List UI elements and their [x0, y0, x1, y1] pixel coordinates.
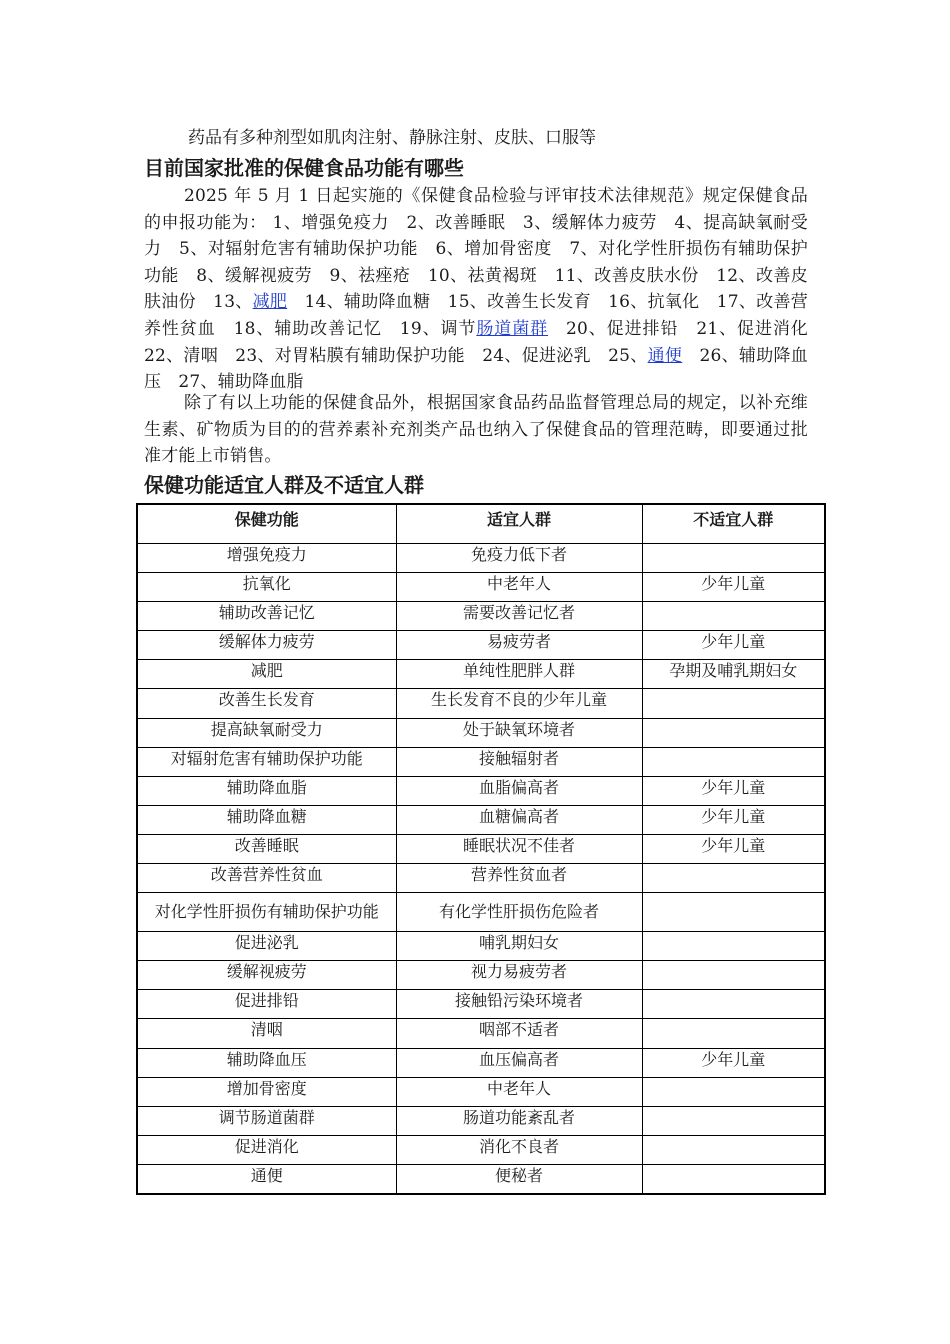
cell-suitable: 需要改善记忆者	[396, 602, 642, 631]
cell-unsuitable: 少年儿童	[642, 805, 825, 834]
cell-function: 改善营养性贫血	[137, 864, 396, 893]
cell-function: 促进消化	[137, 1135, 396, 1164]
cell-unsuitable	[642, 718, 825, 747]
cell-function: 缓解体力疲劳	[137, 631, 396, 660]
cell-suitable: 接触铅污染环境者	[396, 990, 642, 1019]
cell-function: 辅助降血压	[137, 1048, 396, 1077]
table-row	[137, 864, 825, 893]
table-row	[137, 1077, 825, 1106]
functions-text-3: 20、促进排铅 21、促进消化 22、清咽 23、对胃粘膜有辅助保护功能 24、促进泌乳 25、	[144, 318, 826, 366]
cell-unsuitable: 少年儿童	[642, 631, 825, 660]
cell-unsuitable	[642, 747, 825, 776]
cell-function: 辅助改善记忆	[137, 602, 396, 631]
cell-suitable: 处于缺氧环境者	[396, 718, 642, 747]
intro-text: 药品有多种剂型如肌肉注射、静脉注射、皮肤、口服等	[188, 128, 596, 148]
cell-suitable: 单纯性肥胖人群	[396, 660, 642, 689]
table-row	[137, 1019, 825, 1048]
table-row	[137, 932, 825, 961]
table-row	[137, 689, 825, 718]
cell-unsuitable	[642, 1106, 825, 1135]
table-row	[137, 1048, 825, 1077]
cell-function: 通便	[137, 1164, 396, 1194]
table-row	[137, 573, 825, 602]
functions-paragraph	[144, 183, 826, 396]
cell-unsuitable: 少年儿童	[642, 776, 825, 805]
functions-text-2: 14、辅助降血糖 15、改善生长发育 16、抗氧化 17、改善营养性贫血 18、辅助改善记忆 19、调节	[144, 292, 808, 339]
cell-function: 增加骨密度	[137, 1077, 396, 1106]
table-body	[137, 544, 825, 1194]
table-row	[137, 1135, 825, 1164]
header-unsuitable: 不适宜人群	[642, 504, 825, 544]
heading-approved-functions: 目前国家批准的保健食品功能有哪些	[144, 156, 464, 180]
nutrients-paragraph: 除了有以上功能的保健食品外，根据国家食品药品监督管理总局的规定，以补充维生素、矿物质为目的的营养素补充剂类产品也纳入了保健食品的管理范畴，即要通过批准才能上市销售。	[144, 393, 808, 467]
link-laxative[interactable]: 通便	[647, 345, 683, 366]
table-row	[137, 718, 825, 747]
functions-text-4: 26、辅助降血压 27、辅助降血脂	[144, 345, 808, 393]
cell-suitable: 易疲劳者	[396, 631, 642, 660]
cell-function: 促进排铅	[137, 990, 396, 1019]
health-function-table	[136, 503, 826, 1195]
cell-unsuitable	[642, 893, 825, 932]
cell-suitable: 咽部不适者	[396, 1019, 642, 1048]
table-row	[137, 893, 825, 932]
cell-function: 对辐射危害有辅助保护功能	[137, 747, 396, 776]
cell-unsuitable: 少年儿童	[642, 573, 825, 602]
header-function: 保健功能	[137, 504, 396, 544]
cell-function: 促进泌乳	[137, 932, 396, 961]
link-intestinal-flora[interactable]: 肠道菌群	[476, 318, 549, 339]
table-row	[137, 776, 825, 805]
cell-function: 提高缺氧耐受力	[137, 718, 396, 747]
cell-suitable: 接触辐射者	[396, 747, 642, 776]
cell-function: 调节肠道菌群	[137, 1106, 396, 1135]
cell-suitable: 血压偏高者	[396, 1048, 642, 1077]
cell-function: 对化学性肝损伤有辅助保护功能	[137, 893, 396, 932]
cell-function: 增强免疫力	[137, 544, 396, 573]
cell-unsuitable: 少年儿童	[642, 1048, 825, 1077]
table-row	[137, 544, 825, 573]
cell-function: 辅助降血糖	[137, 805, 396, 834]
heading-suitable-groups: 保健功能适宜人群及不适宜人群	[144, 473, 424, 497]
cell-suitable: 哺乳期妇女	[396, 932, 642, 961]
cell-function: 辅助降血脂	[137, 776, 396, 805]
table-row	[137, 602, 825, 631]
cell-suitable: 便秘者	[396, 1164, 642, 1194]
cell-unsuitable	[642, 544, 825, 573]
table-row	[137, 1106, 825, 1135]
table-row	[137, 961, 825, 990]
cell-suitable: 肠道功能紊乱者	[396, 1106, 642, 1135]
cell-unsuitable	[642, 864, 825, 893]
cell-unsuitable	[642, 689, 825, 718]
cell-function: 缓解视疲劳	[137, 961, 396, 990]
cell-function: 改善睡眠	[137, 834, 396, 863]
cell-suitable: 免疫力低下者	[396, 544, 642, 573]
cell-unsuitable	[642, 602, 825, 631]
cell-function: 减肥	[137, 660, 396, 689]
cell-unsuitable	[642, 1164, 825, 1194]
cell-unsuitable: 少年儿童	[642, 834, 825, 863]
cell-suitable: 营养性贫血者	[396, 864, 642, 893]
cell-suitable: 视力易疲劳者	[396, 961, 642, 990]
cell-unsuitable	[642, 1135, 825, 1164]
header-suitable: 适宜人群	[396, 504, 642, 544]
cell-suitable: 血糖偏高者	[396, 805, 642, 834]
cell-function: 改善生长发育	[137, 689, 396, 718]
functions-text-1: 2025 年 5 月 1 日起实施的《保健食品检验与评审技术法律规范》规定保健食品的申报功能为： 1、增强免疫力 2、改善睡眠 3、缓解体力疲劳 4、提高缺氧耐受力 5、对辐射危害有辅助保护功能 6、增加骨密度 7、对化学性肝损伤有辅助保护功能 8、缓解视疲劳 9、祛痤疮 10、祛黄褐斑 11、改善皮肤水份 12、改善皮肤油份 13、	[144, 186, 808, 313]
cell-unsuitable	[642, 961, 825, 990]
cell-suitable: 生长发育不良的少年儿童	[396, 689, 642, 718]
cell-suitable: 中老年人	[396, 1077, 642, 1106]
table-header-row	[137, 504, 825, 544]
cell-unsuitable	[642, 1019, 825, 1048]
cell-suitable: 有化学性肝损伤危险者	[396, 893, 642, 932]
cell-unsuitable	[642, 990, 825, 1019]
cell-suitable: 消化不良者	[396, 1135, 642, 1164]
cell-suitable: 中老年人	[396, 573, 642, 602]
table-row	[137, 747, 825, 776]
link-weight-loss[interactable]: 减肥	[252, 292, 288, 313]
table-row	[137, 990, 825, 1019]
cell-unsuitable	[642, 932, 825, 961]
table-row	[137, 660, 825, 689]
cell-suitable: 血脂偏高者	[396, 776, 642, 805]
cell-unsuitable: 孕期及哺乳期妇女	[642, 660, 825, 689]
table-row	[137, 805, 825, 834]
cell-function: 清咽	[137, 1019, 396, 1048]
table-row	[137, 1164, 825, 1194]
cell-function: 抗氧化	[137, 573, 396, 602]
cell-unsuitable	[642, 1077, 825, 1106]
table-row	[137, 834, 825, 863]
cell-suitable: 睡眠状况不佳者	[396, 834, 642, 863]
table-row	[137, 631, 825, 660]
